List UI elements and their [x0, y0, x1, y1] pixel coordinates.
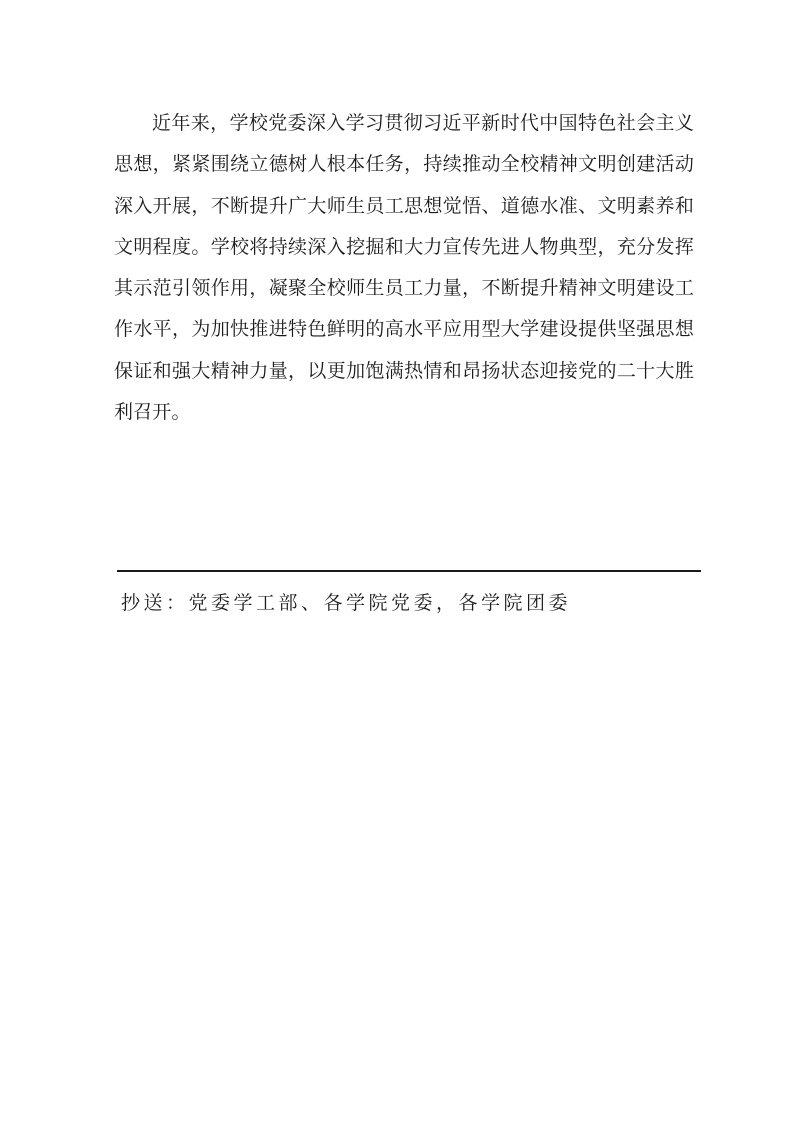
cc-label: 抄送： [121, 592, 189, 614]
cc-line [121, 589, 571, 617]
body-paragraph: 近年来，学校党委深入学习贯彻习近平新时代中国特色社会主义思想，紧紧围绕立德树人根本任务，持续推动全校精神文明创建活动深入开展，不断提升广大师生员工思想觉悟、道德水准、文明素养和文明程度。学校将持续深入挖掘和大力宣传先进人物典型，充分发挥其示范引领作用，凝聚全校师生员工力量，不断提升精神文明建设工作水平，为加快推进特色鲜明的高水平应用型大学建设提供坚强思想保证和强大精神力量，以更加饱满热情和昂扬状态迎接党的二十大胜利召开。 [114, 112, 694, 424]
cc-recipients: 党委学工部、各学院党委，各学院团委 [188, 592, 572, 614]
separator-rule [117, 570, 701, 572]
